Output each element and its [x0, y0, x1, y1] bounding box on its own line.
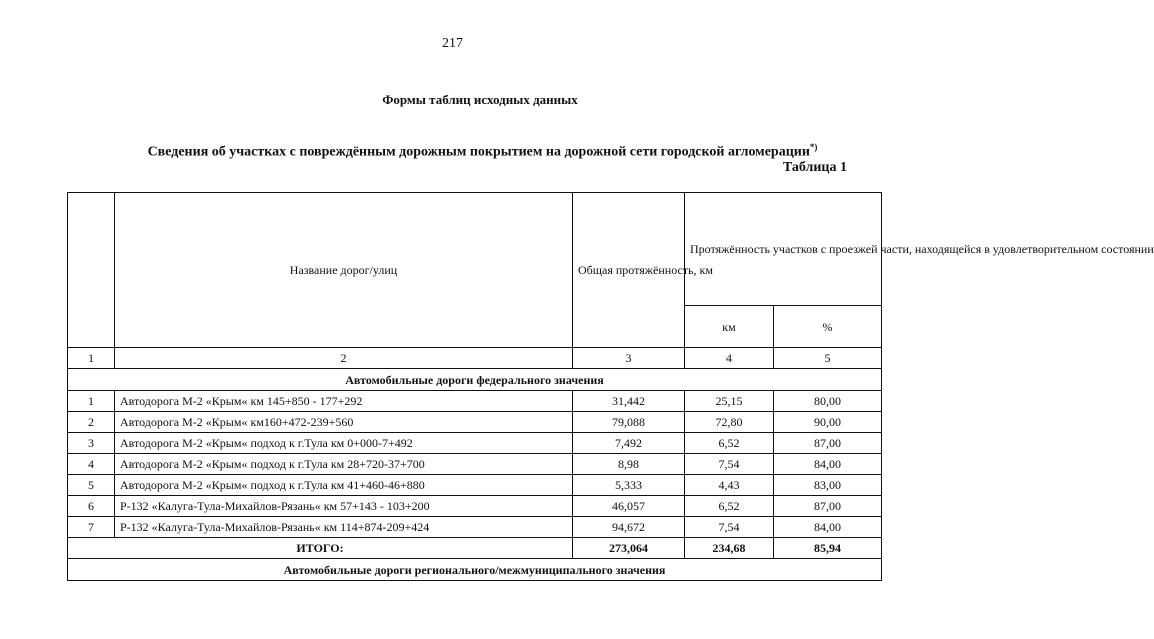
- satisfactory-km: 6,52: [685, 496, 774, 517]
- column-number: 1: [68, 348, 115, 369]
- table-row: [68, 496, 882, 517]
- column-number-row: [68, 348, 882, 369]
- total-satisfactory-percent: 85,94: [774, 538, 882, 559]
- satisfactory-percent: 83,00: [774, 475, 882, 496]
- document-title-text: Сведения об участках с повреждённым дорожным покрытием на дорожной сети городской агломерации: [147, 144, 810, 160]
- satisfactory-km: 7,54: [685, 454, 774, 475]
- row-number: 7: [68, 517, 115, 538]
- header-road-name: Название дорог/улиц: [115, 193, 573, 348]
- row-number: 6: [68, 496, 115, 517]
- header-total-length: Общая протяжённость, км: [573, 193, 685, 348]
- total-length: 7,492: [573, 433, 685, 454]
- column-number: 3: [573, 348, 685, 369]
- satisfactory-km: 6,52: [685, 433, 774, 454]
- section-header-regional: [68, 559, 882, 581]
- row-number: 4: [68, 454, 115, 475]
- road-damage-table: [67, 192, 1154, 581]
- footnote-mark: *): [809, 142, 818, 152]
- total-label: ИТОГО:: [68, 538, 573, 559]
- column-number: 4: [685, 348, 774, 369]
- table-row: [68, 433, 882, 454]
- row-number: 5: [68, 475, 115, 496]
- total-length: 8,98: [573, 454, 685, 475]
- section-header-federal: [68, 369, 882, 391]
- road-name: Автодорога М-2 «Крым« подход к г.Тула км 28+720-37+700: [115, 454, 573, 475]
- column-number: 5: [774, 348, 882, 369]
- table-label: Таблица 1: [782, 160, 847, 175]
- row-number: 1: [68, 391, 115, 412]
- total-length: 31,442: [573, 391, 685, 412]
- total-length: 5,333: [573, 475, 685, 496]
- satisfactory-km: 72,80: [685, 412, 774, 433]
- total-length: 46,057: [573, 496, 685, 517]
- road-name: Р-132 «Калуга-Тула-Михайлов-Рязань« км 57+143 - 103+200: [115, 496, 573, 517]
- total-length-sum: 273,064: [573, 538, 685, 559]
- total-length: 94,672: [573, 517, 685, 538]
- row-number: 2: [68, 412, 115, 433]
- header-number: [68, 193, 115, 348]
- satisfactory-percent: 80,00: [774, 391, 882, 412]
- satisfactory-percent: 90,00: [774, 412, 882, 433]
- road-name: Автодорога М-2 «Крым« км 145+850 - 177+292: [115, 391, 573, 412]
- header-percent: %: [774, 306, 882, 348]
- table-row: [68, 454, 882, 475]
- satisfactory-percent: 87,00: [774, 433, 882, 454]
- satisfactory-percent: 87,00: [774, 496, 882, 517]
- table-row: [68, 391, 882, 412]
- road-name: Автодорога М-2 «Крым« подход к г.Тула км 41+460-46+880: [115, 475, 573, 496]
- section-title: Автомобильные дороги федерального значения: [68, 369, 882, 391]
- header-satisfactory-length: Протяжённость участков с проезжей части, находящейся в удовлетворительном состоянии: [685, 193, 882, 306]
- header-row-top: [68, 193, 882, 306]
- document-title: [60, 142, 905, 161]
- row-number: 3: [68, 433, 115, 454]
- section-title: Автомобильные дороги регионального/межмуниципального значения: [68, 559, 882, 581]
- satisfactory-km: 7,54: [685, 517, 774, 538]
- total-satisfactory-km: 234,68: [685, 538, 774, 559]
- table-row: [68, 412, 882, 433]
- satisfactory-percent: 84,00: [774, 517, 882, 538]
- forms-title: Формы таблиц исходных данных: [382, 92, 578, 107]
- page-number: 217: [442, 36, 463, 51]
- total-row: [68, 538, 882, 559]
- road-name: Автодорога М-2 «Крым« км160+472-239+560: [115, 412, 573, 433]
- table-row: [68, 475, 882, 496]
- header-km: км: [685, 306, 774, 348]
- total-length: 79,088: [573, 412, 685, 433]
- satisfactory-km: 25,15: [685, 391, 774, 412]
- satisfactory-km: 4,43: [685, 475, 774, 496]
- column-number: 2: [115, 348, 573, 369]
- table-row: [68, 517, 882, 538]
- road-name: Р-132 «Калуга-Тула-Михайлов-Рязань« км 114+874-209+424: [115, 517, 573, 538]
- satisfactory-percent: 84,00: [774, 454, 882, 475]
- road-name: Автодорога М-2 «Крым« подход к г.Тула км 0+000-7+492: [115, 433, 573, 454]
